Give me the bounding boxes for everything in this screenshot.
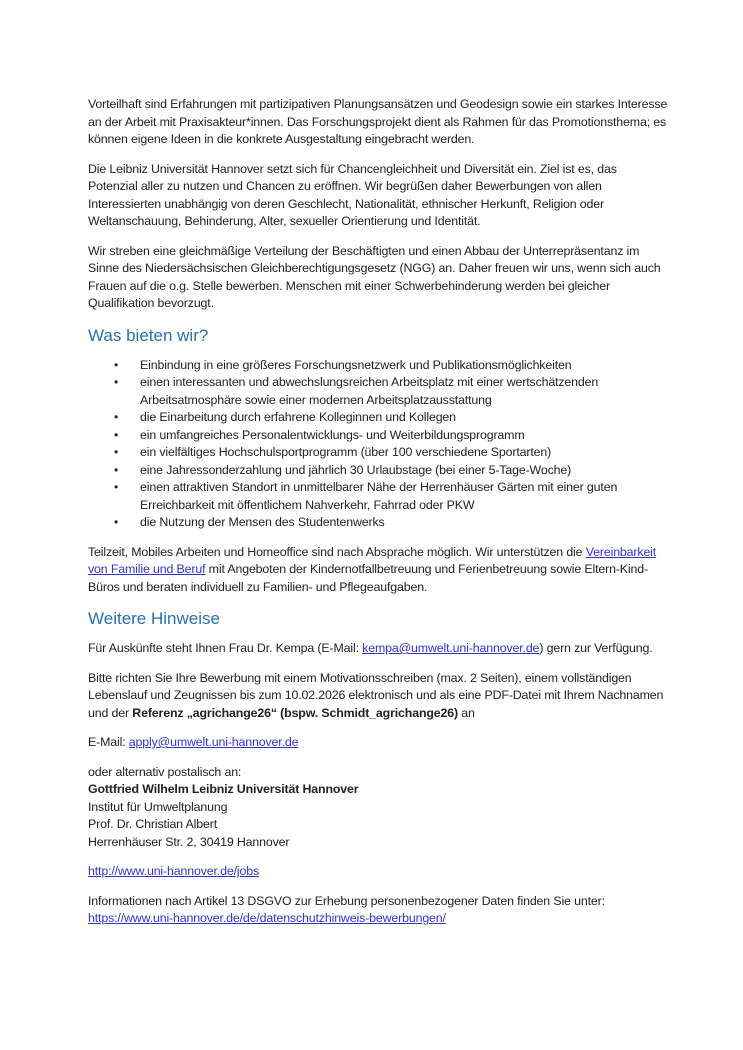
offer-list-item: • die Nutzung der Mensen des Studentenwerks	[140, 514, 668, 532]
offer-list-item: • ein umfangreiches Personalentwicklungs- und Weiterbildungsprogramm	[140, 427, 668, 445]
jobs-link[interactable]: http://www.uni-hannover.de/jobs	[88, 864, 259, 878]
offer-list-item: • einen attraktiven Standort in unmittelbarer Nähe der Herrenhäuser Gärten mit einer guten Erreichbarkeit mit öffentlichem Nahverkehr, Fahrrad oder PKW	[114, 480, 618, 512]
bullet-icon: •	[114, 515, 119, 529]
offer-list-item: • ein vielfältiges Hochschulsportprogramm (über 100 verschiedene Sportarten)	[140, 444, 668, 462]
contact-paragraph: Für Auskünfte steht Ihnen Frau Dr. Kempa (E-Mail: kempa@umwelt.uni-hannover.de) gern zur Verfügung.	[88, 641, 653, 655]
intro-paragraph-experience: Vorteilhaft sind Erfahrungen mit partizipativen Planungsansätzen und Geodesign sowie ein starkes Interesse an der Arbeit mit Praxisakteur*innen. Das Forschungsprojekt dient als Rahmen für das Promotionsthema; es können eigene Ideen in die konkrete Ausgestaltung eingebracht werden.	[88, 97, 668, 146]
contact-email-link[interactable]: kempa@umwelt.uni-hannover.de	[362, 641, 540, 655]
postal-street: Herrenhäuser Str. 2, 30419 Hannover	[88, 834, 290, 849]
postal-institute: Institut für Umweltplanung	[88, 799, 228, 814]
jobs-paragraph	[88, 863, 668, 881]
postal-university: Gottfried Wilhelm Leibniz Universität Hannover	[88, 782, 359, 796]
bullet-icon: •	[114, 375, 119, 389]
bullet-icon: •	[114, 462, 119, 477]
privacy-paragraph: Informationen nach Artikel 13 DSGVO zur Erhebung personenbezogener Daten finden Sie unter: https://www.uni-hannover.de/de/datenschutzhinweis-bewerbungen/	[88, 893, 605, 925]
intro-paragraph-diversity: Die Leibniz Universität Hannover setzt sich für Chancengleichheit und Diversität ein. Ziel ist es, das Potenzial aller zu nutzen und Chancen zu eröffnen. Wir begrüßen daher Bewerbungen von allen Interessierten unabhängig von deren Geschlecht, Nationalität, ethnischer Herkunft, Religion oder Weltanschauung, Behinderung, Alter, sexueller Orientierung und Identität.	[88, 161, 617, 228]
application-paragraph: Bitte richten Sie Ihre Bewerbung mit einem Motivationsschreiben (max. 2 Seiten), einem vollständigen Lebenslauf und Zeugnissen bis zum 10.02.2026 elektronisch und als eine PDF-Datei mit Ihrem Nachnamen und der Referenz „agrichange26“ (bspw. Schmidt_agrichange26) an	[88, 670, 664, 720]
bullet-icon: •	[114, 427, 119, 442]
notes-heading: Weitere Hinweise	[88, 609, 220, 628]
postal-intro: oder alternativ postalisch an:	[88, 764, 242, 779]
intro-paragraph-equality: Wir streben eine gleichmäßige Verteilung der Beschäftigten und einen Abbau der Unterrepräsentanz im Sinne des Niedersächsischen Gleichberechtigungsgesetz (NGG) an. Daher freuen wir uns, wenn sich auch Frauen auf die o.g. Stelle bewerben. Menschen mit einer Schwerbehinderung werden bei gleicher Qualifikation bevorzugt.	[88, 243, 661, 310]
bullet-icon: •	[114, 445, 119, 459]
bullet-icon: •	[114, 480, 119, 494]
offer-list-item: • einen interessanten und abwechslungsreichen Arbeitsplatz mit einer wertschätzenden Arbeitsatmosphäre sowie einer modernen Arbeitsplatzausstattung	[114, 375, 599, 407]
reference-code: Referenz „agrichange26“ (bspw. Schmidt_agrichange26)	[132, 705, 458, 720]
postal-address	[88, 764, 668, 852]
offer-list-item: • Einbindung in eine größeres Forschungsnetzwerk und Publikationsmöglichkeiten	[140, 357, 668, 375]
offer-list-item: • die Einarbeitung durch erfahrene Kolleginnen und Kollegen	[140, 409, 668, 427]
document-page	[88, 96, 668, 940]
offer-list	[88, 357, 668, 532]
postal-person: Prof. Dr. Christian Albert	[88, 817, 218, 831]
offer-list-item: • eine Jahressonderzahlung und jährlich 30 Urlaubstage (bei einer 5-Tage-Woche)	[140, 462, 668, 480]
privacy-link[interactable]: https://www.uni-hannover.de/de/datenschutzhinweis-bewerbungen/	[88, 911, 446, 925]
family-career-link[interactable]: Vereinbarkeit von Familie und Beruf	[88, 544, 657, 576]
bullet-icon: •	[114, 410, 119, 424]
bullet-icon: •	[114, 357, 119, 372]
family-paragraph: Teilzeit, Mobiles Arbeiten und Homeoffice sind nach Absprache möglich. Wir unterstützen die Vereinbarkeit von Familie und Beruf mit Angeboten der Kindernotfallbetreuung und Ferienbetreuung sowie Eltern-Kind-Büros und beraten individuell zu Familien- und Pflegeaufgaben.	[88, 544, 657, 594]
offer-heading: Was bieten wir?	[88, 325, 209, 345]
apply-email-paragraph: E-Mail: apply@umwelt.uni-hannover.de	[88, 735, 299, 749]
apply-email-link[interactable]: apply@umwelt.uni-hannover.de	[128, 735, 299, 749]
